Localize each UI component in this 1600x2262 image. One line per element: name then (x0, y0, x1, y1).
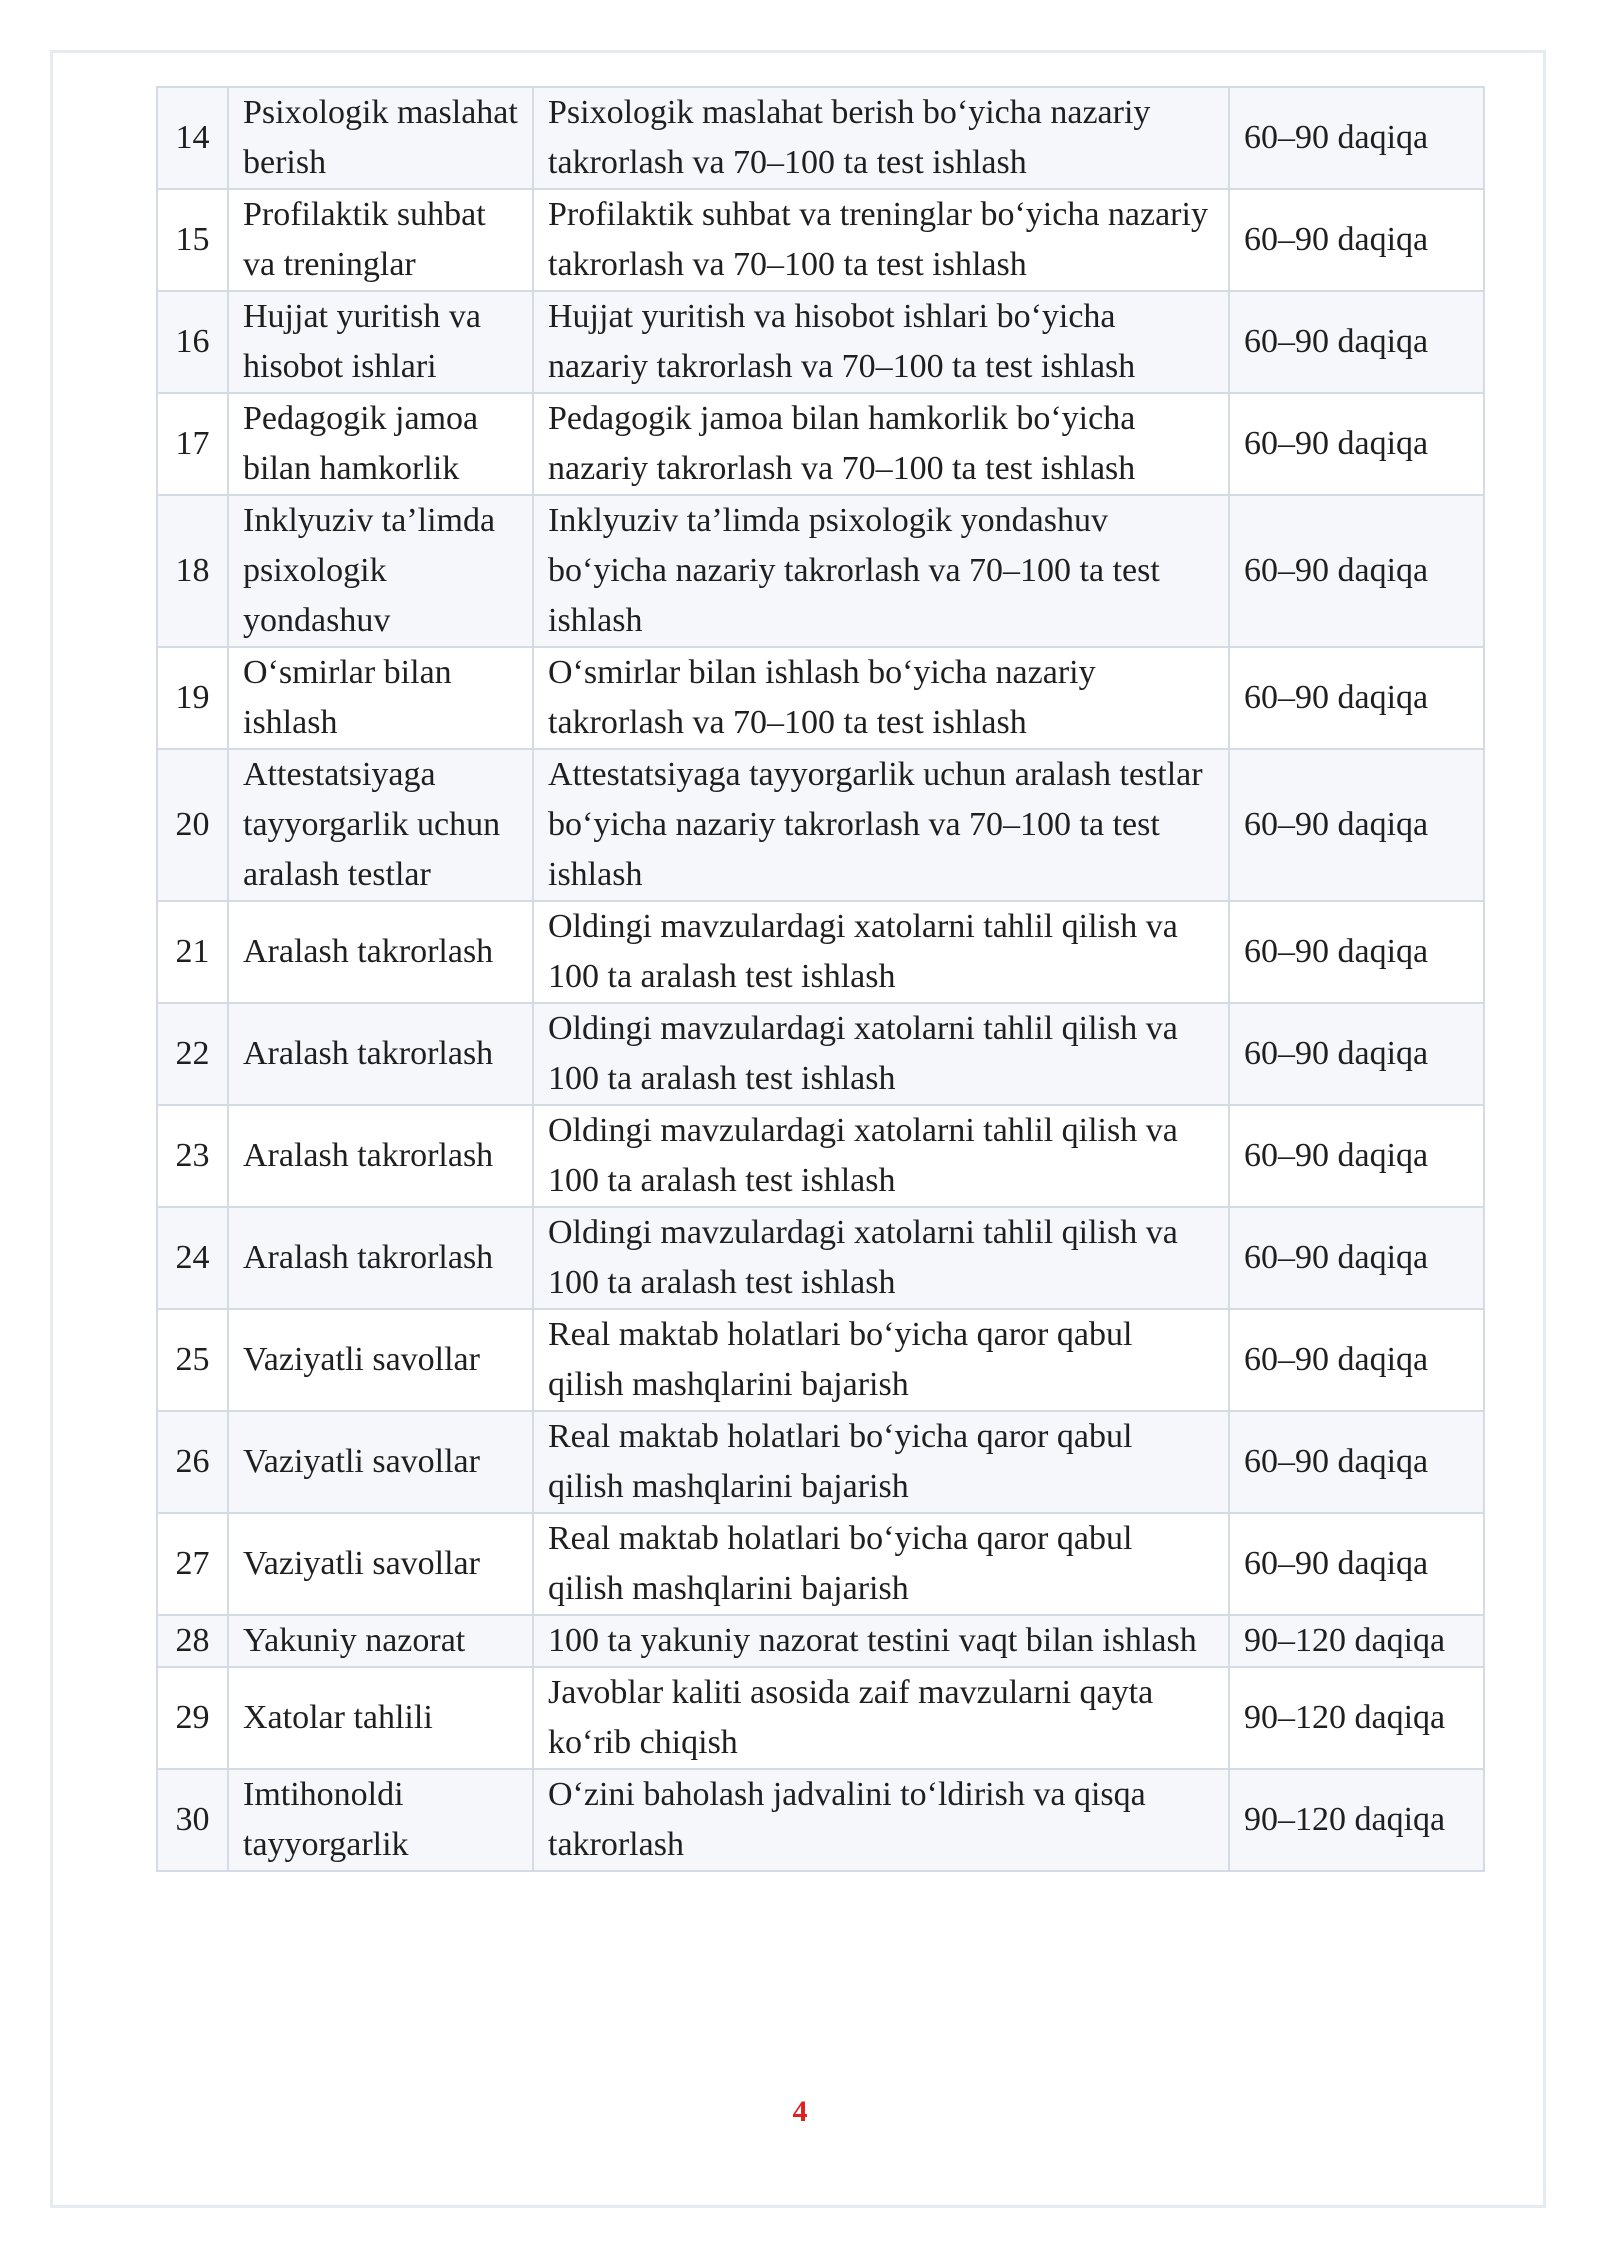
table-row (157, 1411, 1484, 1513)
table-row (157, 749, 1484, 901)
task-cell: Javoblar kaliti asosida zaif mavzularni qayta ko‘rib chiqish (533, 1667, 1229, 1769)
duration-cell: 90–120 daqiqa (1229, 1667, 1484, 1769)
topic-cell: Vaziyatli savollar (228, 1309, 533, 1411)
task-cell: Real maktab holatlari bo‘yicha qaror qabul qilish mashqlarini bajarish (533, 1309, 1229, 1411)
table-row (157, 1309, 1484, 1411)
task-cell: Oldingi mavzulardagi xatolarni tahlil qilish va 100 ta aralash test ishlash (533, 901, 1229, 1003)
topic-cell: Aralash takrorlash (228, 1003, 533, 1105)
table-row (157, 1105, 1484, 1207)
task-cell: 100 ta yakuniy nazorat testini vaqt bilan ishlash (533, 1615, 1229, 1667)
topic-cell: Xatolar tahlili (228, 1667, 533, 1769)
row-number: 18 (157, 495, 228, 647)
topic-cell: Vaziyatli savollar (228, 1411, 533, 1513)
row-number: 14 (157, 87, 228, 189)
row-number: 20 (157, 749, 228, 901)
table-row (157, 1003, 1484, 1105)
task-cell: Pedagogik jamoa bilan hamkorlik bo‘yicha nazariy takrorlash va 70–100 ta test ishlash (533, 393, 1229, 495)
duration-cell: 60–90 daqiqa (1229, 291, 1484, 393)
topic-cell: Vaziyatli savollar (228, 1513, 533, 1615)
duration-cell: 60–90 daqiqa (1229, 495, 1484, 647)
table-row (157, 1667, 1484, 1769)
task-cell: Hujjat yuritish va hisobot ishlari bo‘yicha nazariy takrorlash va 70–100 ta test ishlash (533, 291, 1229, 393)
table-row (157, 87, 1484, 189)
row-number: 16 (157, 291, 228, 393)
row-number: 15 (157, 189, 228, 291)
table-row (157, 393, 1484, 495)
duration-cell: 60–90 daqiqa (1229, 393, 1484, 495)
row-number: 17 (157, 393, 228, 495)
duration-cell: 90–120 daqiqa (1229, 1769, 1484, 1871)
table-row (157, 1207, 1484, 1309)
row-number: 26 (157, 1411, 228, 1513)
table-row (157, 291, 1484, 393)
table-row (157, 495, 1484, 647)
task-cell: O‘smirlar bilan ishlash bo‘yicha nazariy takrorlash va 70–100 ta test ishlash (533, 647, 1229, 749)
duration-cell: 60–90 daqiqa (1229, 1003, 1484, 1105)
duration-cell: 60–90 daqiqa (1229, 87, 1484, 189)
topic-cell: O‘smirlar bilan ishlash (228, 647, 533, 749)
row-number: 19 (157, 647, 228, 749)
topic-cell: Yakuniy nazorat (228, 1615, 533, 1667)
task-cell: Oldingi mavzulardagi xatolarni tahlil qilish va 100 ta aralash test ishlash (533, 1207, 1229, 1309)
row-number: 25 (157, 1309, 228, 1411)
page-number: 4 (792, 2095, 808, 2128)
duration-cell: 60–90 daqiqa (1229, 1105, 1484, 1207)
task-cell: Real maktab holatlari bo‘yicha qaror qabul qilish mashqlarini bajarish (533, 1411, 1229, 1513)
study-schedule-table (156, 86, 1485, 1872)
topic-cell: Aralash takrorlash (228, 901, 533, 1003)
row-number: 21 (157, 901, 228, 1003)
duration-cell: 90–120 daqiqa (1229, 1615, 1484, 1667)
table-row (157, 647, 1484, 749)
row-number: 24 (157, 1207, 228, 1309)
topic-cell: Aralash takrorlash (228, 1105, 533, 1207)
topic-cell: Hujjat yuritish va hisobot ishlari (228, 291, 533, 393)
task-cell: Psixologik maslahat berish bo‘yicha nazariy takrorlash va 70–100 ta test ishlash (533, 87, 1229, 189)
duration-cell: 60–90 daqiqa (1229, 1207, 1484, 1309)
task-cell: Real maktab holatlari bo‘yicha qaror qabul qilish mashqlarini bajarish (533, 1513, 1229, 1615)
table-row (157, 1615, 1484, 1667)
topic-cell: Inklyuziv ta’limda psixologik yondashuv (228, 495, 533, 647)
duration-cell: 60–90 daqiqa (1229, 1309, 1484, 1411)
task-cell: Oldingi mavzulardagi xatolarni tahlil qilish va 100 ta aralash test ishlash (533, 1105, 1229, 1207)
table-row (157, 1769, 1484, 1871)
table-row (157, 901, 1484, 1003)
task-cell: Attestatsiyaga tayyorgarlik uchun aralash testlar bo‘yicha nazariy takrorlash va 70–100 ta test ishlash (533, 749, 1229, 901)
topic-cell: Attestatsiyaga tayyorgarlik uchun aralash testlar (228, 749, 533, 901)
row-number: 29 (157, 1667, 228, 1769)
topic-cell: Pedagogik jamoa bilan hamkorlik (228, 393, 533, 495)
duration-cell: 60–90 daqiqa (1229, 1513, 1484, 1615)
topic-cell: Profilaktik suhbat va treninglar (228, 189, 533, 291)
task-cell: Oldingi mavzulardagi xatolarni tahlil qilish va 100 ta aralash test ishlash (533, 1003, 1229, 1105)
topic-cell: Aralash takrorlash (228, 1207, 533, 1309)
row-number: 30 (157, 1769, 228, 1871)
duration-cell: 60–90 daqiqa (1229, 749, 1484, 901)
table-row (157, 189, 1484, 291)
row-number: 23 (157, 1105, 228, 1207)
row-number: 22 (157, 1003, 228, 1105)
task-cell: Profilaktik suhbat va treninglar bo‘yicha nazariy takrorlash va 70–100 ta test ishlash (533, 189, 1229, 291)
task-cell: Inklyuziv ta’limda psixologik yondashuv bo‘yicha nazariy takrorlash va 70–100 ta test ishlash (533, 495, 1229, 647)
task-cell: O‘zini baholash jadvalini to‘ldirish va qisqa takrorlash (533, 1769, 1229, 1871)
row-number: 27 (157, 1513, 228, 1615)
duration-cell: 60–90 daqiqa (1229, 1411, 1484, 1513)
row-number: 28 (157, 1615, 228, 1667)
duration-cell: 60–90 daqiqa (1229, 647, 1484, 749)
topic-cell: Psixologik maslahat berish (228, 87, 533, 189)
topic-cell: Imtihonoldi tayyorgarlik (228, 1769, 533, 1871)
duration-cell: 60–90 daqiqa (1229, 901, 1484, 1003)
table-row (157, 1513, 1484, 1615)
duration-cell: 60–90 daqiqa (1229, 189, 1484, 291)
